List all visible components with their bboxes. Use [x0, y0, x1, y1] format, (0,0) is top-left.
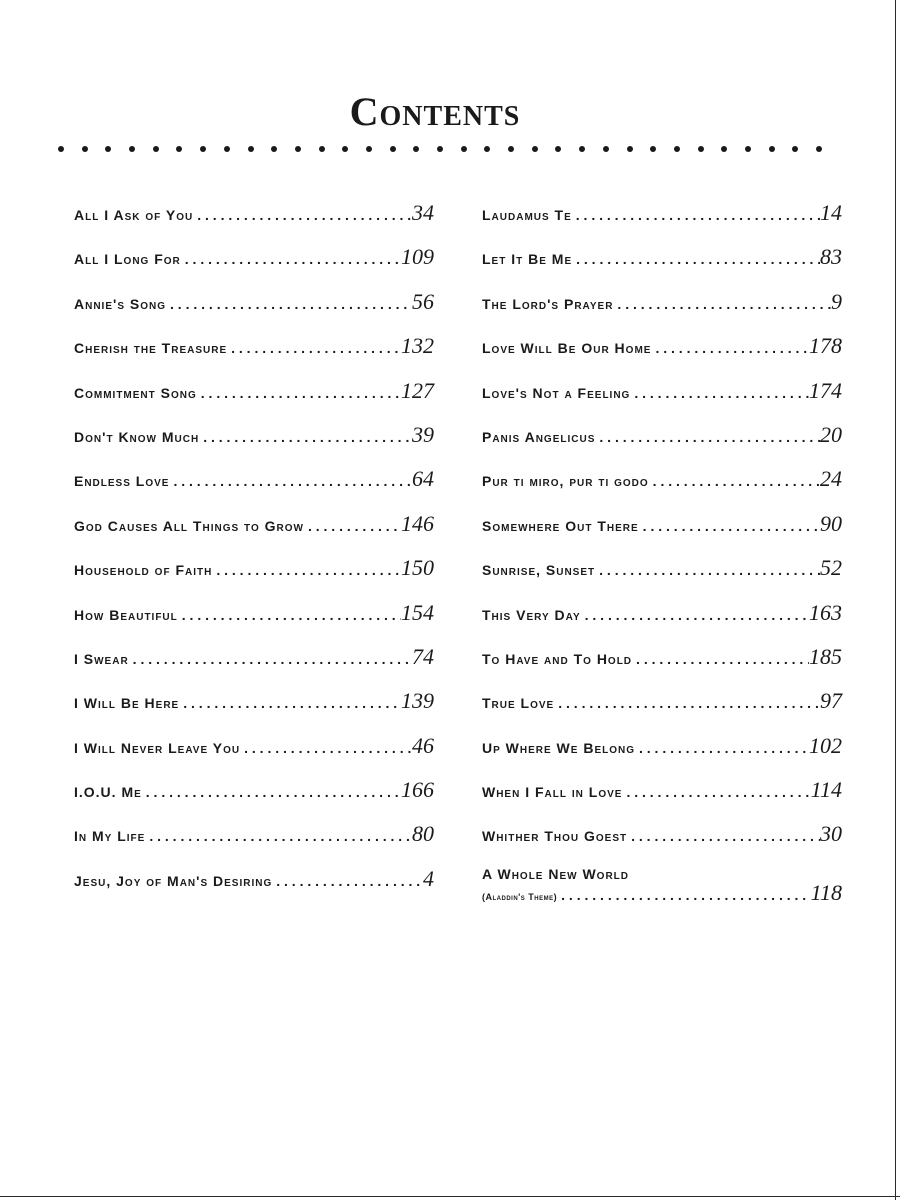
entry-page-number: 109: [401, 244, 434, 270]
toc-entry[interactable]: [482, 244, 842, 288]
entry-page-number: 52: [820, 555, 842, 581]
entry-subtitle: (Aladdin's Theme): [482, 891, 558, 902]
dot-leader: [212, 562, 401, 578]
toc-entry[interactable]: [482, 378, 842, 422]
toc-entry[interactable]: [74, 733, 434, 777]
entry-page-number: 127: [401, 377, 434, 403]
entry-page-number: 114: [810, 777, 842, 803]
dot-leader: [557, 887, 810, 903]
divider-dot: [461, 146, 467, 152]
divider-dot: [224, 146, 230, 152]
entry-page-number: 150: [401, 555, 434, 581]
toc-entry[interactable]: [74, 600, 434, 644]
dot-leader: [227, 340, 401, 356]
dot-leader: [622, 784, 810, 800]
entry-title: Whither Thou Goest: [482, 828, 628, 845]
entry-title: Love's Not a Feeling: [482, 384, 631, 401]
contents-column-right: [482, 200, 842, 926]
page-edge-bottom: [0, 1196, 900, 1197]
entry-title: I Will Never Leave You: [74, 739, 241, 756]
dot-leader: [272, 873, 423, 889]
toc-entry[interactable]: [482, 733, 842, 777]
toc-entry[interactable]: [74, 200, 434, 244]
dot-leader: [581, 607, 809, 623]
entry-title: The Lord's Prayer: [482, 295, 614, 312]
entry-page-number: 74: [412, 643, 434, 669]
toc-entry[interactable]: [74, 866, 434, 910]
dot-leader: [179, 695, 401, 711]
dot-leader: [199, 429, 412, 445]
entry-title: Household of Faith: [74, 562, 213, 579]
divider-dot: [816, 146, 822, 152]
toc-entry[interactable]: [74, 688, 434, 732]
dot-leader: [635, 740, 809, 756]
divider-dot: [555, 146, 561, 152]
toc-entry[interactable]: [74, 555, 434, 599]
dot-leader: [142, 784, 401, 800]
divider-dot: [295, 146, 301, 152]
entry-page-number: 80: [412, 821, 434, 847]
toc-entry[interactable]: [482, 466, 842, 510]
toc-entry[interactable]: [74, 333, 434, 377]
dot-leader: [166, 296, 412, 312]
divider-dot: [366, 146, 372, 152]
divider-dot: [271, 146, 277, 152]
divider-dot: [129, 146, 135, 152]
contents-column-left: [74, 200, 434, 910]
toc-entry[interactable]: [74, 378, 434, 422]
entry-title: Up Where We Belong: [482, 739, 635, 756]
entry-page-number: 20: [820, 421, 842, 447]
entry-title: Sunrise, Sunset: [482, 562, 596, 579]
divider-dot: [105, 146, 111, 152]
divider-dot: [82, 146, 88, 152]
toc-entry[interactable]: [482, 511, 842, 555]
toc-entry[interactable]: [482, 289, 842, 333]
toc-entry[interactable]: [74, 777, 434, 821]
divider-dot: [342, 146, 348, 152]
divider-dot: [532, 146, 538, 152]
entry-title: Cherish the Treasure: [74, 340, 228, 357]
divider-dot: [508, 146, 514, 152]
entry-title: How Beautiful: [74, 606, 178, 623]
entry-page-number: 4: [423, 865, 434, 891]
entry-page-number: 118: [810, 879, 842, 905]
divider-dot: [437, 146, 443, 152]
dot-leader: [630, 385, 809, 401]
entry-title: Love Will Be Our Home: [482, 340, 652, 357]
divider-dot: [721, 146, 727, 152]
toc-entry[interactable]: [74, 511, 434, 555]
entry-page-number: 56: [412, 288, 434, 314]
entry-title: God Causes All Things to Grow: [74, 517, 304, 534]
divider-dot: [698, 146, 704, 152]
divider-dot: [484, 146, 490, 152]
divider-dot: [650, 146, 656, 152]
entry-title: Jesu, Joy of Man's Desiring: [74, 872, 273, 889]
entry-page-number: 132: [401, 333, 434, 359]
divider-dot: [603, 146, 609, 152]
divider-dot: [176, 146, 182, 152]
entry-title: I Swear: [74, 650, 129, 667]
divider-dot: [674, 146, 680, 152]
entry-title: Panis Angelicus: [482, 428, 596, 445]
entry-title: Laudamus Te: [482, 207, 572, 223]
entry-title: Pur ti miro, pur ti godo: [482, 473, 649, 490]
toc-entry[interactable]: [482, 333, 842, 377]
dot-leader: [627, 828, 820, 844]
dot-leader: [197, 385, 401, 401]
entry-title: I Will Be Here: [74, 695, 180, 712]
entry-page-number: 174: [809, 377, 842, 403]
dot-leader: [572, 251, 820, 267]
page-title: Contents: [349, 89, 521, 134]
dot-leader: [651, 340, 809, 356]
dot-leader: [169, 473, 412, 489]
toc-entry[interactable]: [482, 644, 842, 688]
entry-page-number: 39: [412, 421, 434, 447]
dotted-divider: [58, 138, 822, 160]
dot-leader: [554, 695, 820, 711]
dot-leader: [129, 651, 412, 667]
dot-leader: [595, 562, 820, 578]
divider-dot: [248, 146, 254, 152]
page-edge-right: [895, 0, 896, 1200]
entry-page-number: 166: [401, 777, 434, 803]
dot-leader: [193, 207, 412, 223]
dot-leader: [639, 518, 820, 534]
entry-page-number: 24: [820, 466, 842, 492]
divider-dot: [319, 146, 325, 152]
entry-page-number: 14: [820, 200, 842, 225]
entry-title: I.O.U. Me: [74, 784, 142, 801]
entry-title: A Whole New World: [482, 865, 630, 882]
entry-page-number: 46: [412, 732, 434, 758]
divider-dot: [390, 146, 396, 152]
toc-entry[interactable]: [482, 422, 842, 466]
dot-leader: [178, 607, 401, 623]
toc-entry[interactable]: [482, 555, 842, 599]
toc-entry[interactable]: [482, 200, 842, 244]
toc-entry[interactable]: [74, 244, 434, 288]
entry-page-number: 9: [831, 288, 842, 314]
entry-page-number: 34: [412, 200, 434, 225]
divider-dot: [200, 146, 206, 152]
entry-title: True Love: [482, 695, 555, 712]
dot-leader: [632, 651, 809, 667]
entry-page-number: 185: [809, 643, 842, 669]
toc-entry[interactable]: [74, 821, 434, 865]
dot-leader: [595, 429, 820, 445]
entry-page-number: 178: [809, 333, 842, 359]
entry-page-number: 64: [412, 466, 434, 492]
toc-entry[interactable]: [74, 466, 434, 510]
divider-dot: [745, 146, 751, 152]
entry-title: Annie's Song: [74, 295, 167, 312]
toc-entry[interactable]: [74, 289, 434, 333]
dot-leader: [145, 828, 412, 844]
divider-dot: [792, 146, 798, 152]
dot-leader: [649, 473, 820, 489]
toc-entry[interactable]: [482, 688, 842, 732]
entry-title: To Have and To Hold: [482, 650, 633, 667]
entry-page-number: 139: [401, 688, 434, 714]
toc-entry[interactable]: [482, 600, 842, 644]
entry-page-number: 146: [401, 510, 434, 536]
entry-title: All I Long For: [74, 251, 181, 268]
entry-title: This Very Day: [482, 606, 581, 623]
entry-title: Somewhere Out There: [482, 517, 639, 534]
toc-entry[interactable]: [482, 866, 842, 926]
divider-dot: [769, 146, 775, 152]
divider-dot: [153, 146, 159, 152]
entry-page-number: 163: [809, 599, 842, 625]
entry-page-number: 30: [820, 821, 842, 847]
toc-entry[interactable]: [74, 422, 434, 466]
toc-entry[interactable]: [482, 821, 842, 865]
entry-page-number: 90: [820, 510, 842, 536]
entry-title: Don't Know Much: [74, 428, 200, 445]
toc-entry[interactable]: [74, 644, 434, 688]
dot-leader: [613, 296, 831, 312]
entry-title: When I Fall in Love: [482, 784, 623, 801]
dot-leader: [572, 207, 820, 223]
divider-dot: [579, 146, 585, 152]
entry-page-number: 83: [820, 244, 842, 270]
entry-page-number: 97: [820, 688, 842, 714]
entry-page-number: 154: [401, 599, 434, 625]
entry-page-number: 102: [809, 732, 842, 758]
dot-leader: [240, 740, 412, 756]
entry-title: Endless Love: [74, 473, 170, 490]
entry-title: All I Ask of You: [74, 207, 194, 223]
divider-dot: [413, 146, 419, 152]
divider-dot: [58, 146, 64, 152]
dot-leader: [181, 251, 401, 267]
toc-entry[interactable]: [482, 777, 842, 821]
entry-title: In My Life: [74, 828, 146, 845]
entry-title: Commitment Song: [74, 384, 197, 401]
dot-leader: [304, 518, 401, 534]
entry-title: Let It Be Me: [482, 251, 573, 268]
divider-dot: [627, 146, 633, 152]
